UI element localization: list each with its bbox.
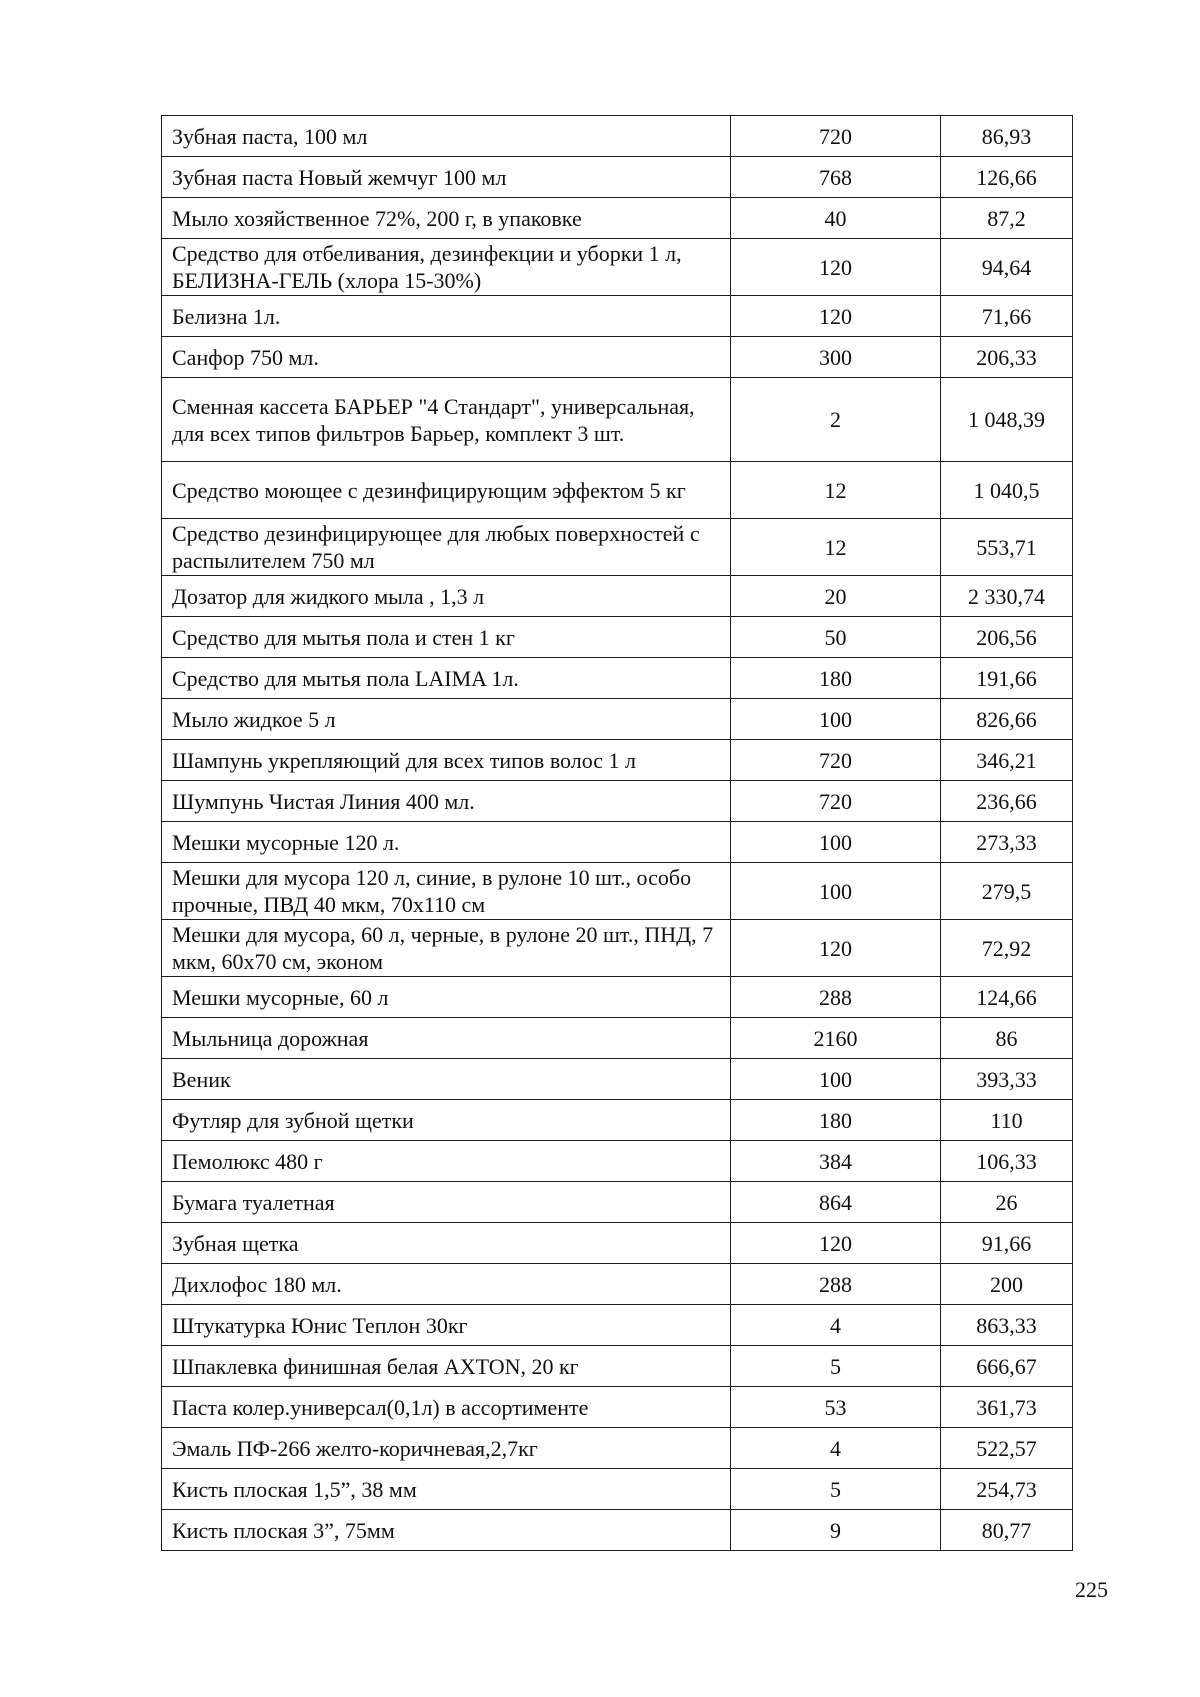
table-row [162, 1059, 1073, 1100]
item-quantity-cell: 288 [731, 1264, 941, 1305]
item-quantity-cell: 384 [731, 1141, 941, 1182]
item-name-cell: Дозатор для жидкого мыла , 1,3 л [162, 576, 731, 617]
goods-table-body [162, 116, 1073, 1551]
table-row [162, 1264, 1073, 1305]
table-row [162, 1387, 1073, 1428]
item-quantity-cell: 5 [731, 1469, 941, 1510]
item-price-cell: 72,92 [941, 920, 1073, 977]
item-price-cell: 1 048,39 [941, 378, 1073, 462]
table-row [162, 378, 1073, 462]
item-price-cell: 126,66 [941, 157, 1073, 198]
table-row [162, 576, 1073, 617]
table-row [162, 1018, 1073, 1059]
item-price-cell: 666,67 [941, 1346, 1073, 1387]
item-name-cell: Шпаклевка финишная белая AXTON, 20 кг [162, 1346, 731, 1387]
item-name-cell: Пемолюкс 480 г [162, 1141, 731, 1182]
table-row [162, 1469, 1073, 1510]
item-name-cell: Средство дезинфицирующее для любых поверхностей с распылителем 750 мл [162, 519, 731, 576]
table-row [162, 239, 1073, 296]
item-name-cell: Мыльница дорожная [162, 1018, 731, 1059]
item-price-cell: 87,2 [941, 198, 1073, 239]
item-name-cell: Шумпунь Чистая Линия 400 мл. [162, 781, 731, 822]
item-price-cell: 206,33 [941, 337, 1073, 378]
item-quantity-cell: 120 [731, 920, 941, 977]
item-quantity-cell: 720 [731, 116, 941, 157]
item-quantity-cell: 120 [731, 1223, 941, 1264]
page-number: 225 [1075, 1577, 1108, 1602]
item-quantity-cell: 12 [731, 462, 941, 519]
item-quantity-cell: 180 [731, 1100, 941, 1141]
item-quantity-cell: 20 [731, 576, 941, 617]
table-row [162, 1223, 1073, 1264]
item-quantity-cell: 50 [731, 617, 941, 658]
table-row [162, 198, 1073, 239]
item-name-cell: Мешки для мусора, 60 л, черные, в рулоне 20 шт., ПНД, 7 мкм, 60х70 см, эконом [162, 920, 731, 977]
item-price-cell: 91,66 [941, 1223, 1073, 1264]
item-name-cell: Сменная кассета БАРЬЕР "4 Стандарт", универсальная, для всех типов фильтров Барьер, комплект 3 шт. [162, 378, 731, 462]
item-price-cell: 863,33 [941, 1305, 1073, 1346]
item-quantity-cell: 9 [731, 1510, 941, 1551]
item-price-cell: 279,5 [941, 863, 1073, 920]
item-name-cell: Санфор 750 мл. [162, 337, 731, 378]
item-name-cell: Веник [162, 1059, 731, 1100]
item-price-cell: 1 040,5 [941, 462, 1073, 519]
item-quantity-cell: 100 [731, 699, 941, 740]
item-quantity-cell: 100 [731, 1059, 941, 1100]
item-price-cell: 200 [941, 1264, 1073, 1305]
item-name-cell: Зубная паста, 100 мл [162, 116, 731, 157]
item-quantity-cell: 720 [731, 740, 941, 781]
item-price-cell: 393,33 [941, 1059, 1073, 1100]
item-price-cell: 206,56 [941, 617, 1073, 658]
item-quantity-cell: 100 [731, 863, 941, 920]
item-name-cell: Бумага туалетная [162, 1182, 731, 1223]
item-price-cell: 236,66 [941, 781, 1073, 822]
item-quantity-cell: 53 [731, 1387, 941, 1428]
item-quantity-cell: 4 [731, 1305, 941, 1346]
table-row [162, 658, 1073, 699]
table-row [162, 1428, 1073, 1469]
table-row [162, 116, 1073, 157]
table-row [162, 519, 1073, 576]
item-quantity-cell: 4 [731, 1428, 941, 1469]
item-price-cell: 361,73 [941, 1387, 1073, 1428]
item-quantity-cell: 864 [731, 1182, 941, 1223]
item-price-cell: 346,21 [941, 740, 1073, 781]
item-quantity-cell: 120 [731, 239, 941, 296]
item-name-cell: Мешки мусорные 120 л. [162, 822, 731, 863]
table-row [162, 781, 1073, 822]
table-row [162, 337, 1073, 378]
item-name-cell: Зубная паста Новый жемчуг 100 мл [162, 157, 731, 198]
item-quantity-cell: 12 [731, 519, 941, 576]
table-row [162, 1141, 1073, 1182]
item-name-cell: Мыло жидкое 5 л [162, 699, 731, 740]
item-price-cell: 254,73 [941, 1469, 1073, 1510]
item-quantity-cell: 40 [731, 198, 941, 239]
item-name-cell: Средство для отбеливания, дезинфекции и уборки 1 л, БЕЛИЗНА-ГЕЛЬ (хлора 15-30%) [162, 239, 731, 296]
item-quantity-cell: 100 [731, 822, 941, 863]
item-name-cell: Кисть плоская 1,5”, 38 мм [162, 1469, 731, 1510]
item-price-cell: 191,66 [941, 658, 1073, 699]
table-row [162, 1182, 1073, 1223]
item-quantity-cell: 5 [731, 1346, 941, 1387]
item-quantity-cell: 2 [731, 378, 941, 462]
item-price-cell: 553,71 [941, 519, 1073, 576]
item-name-cell: Белизна 1л. [162, 296, 731, 337]
item-price-cell: 80,77 [941, 1510, 1073, 1551]
table-row [162, 1510, 1073, 1551]
item-name-cell: Средство для мытья пола и стен 1 кг [162, 617, 731, 658]
item-price-cell: 86,93 [941, 116, 1073, 157]
item-price-cell: 26 [941, 1182, 1073, 1223]
table-row [162, 699, 1073, 740]
table-row [162, 822, 1073, 863]
item-quantity-cell: 120 [731, 296, 941, 337]
item-name-cell: Средство моющее с дезинфицирующим эффектом 5 кг [162, 462, 731, 519]
table-row [162, 920, 1073, 977]
item-quantity-cell: 300 [731, 337, 941, 378]
item-price-cell: 273,33 [941, 822, 1073, 863]
table-row [162, 462, 1073, 519]
item-quantity-cell: 720 [731, 781, 941, 822]
goods-table [161, 115, 1073, 1551]
item-name-cell: Шампунь укрепляющий для всех типов волос 1 л [162, 740, 731, 781]
item-name-cell: Штукатурка Юнис Теплон 30кг [162, 1305, 731, 1346]
item-price-cell: 2 330,74 [941, 576, 1073, 617]
item-quantity-cell: 180 [731, 658, 941, 699]
item-name-cell: Эмаль ПФ-266 желто-коричневая,2,7кг [162, 1428, 731, 1469]
item-name-cell: Мешки мусорные, 60 л [162, 977, 731, 1018]
item-name-cell: Средство для мытья пола LAIMA 1л. [162, 658, 731, 699]
table-row [162, 863, 1073, 920]
table-row [162, 1305, 1073, 1346]
item-price-cell: 94,64 [941, 239, 1073, 296]
item-quantity-cell: 768 [731, 157, 941, 198]
item-name-cell: Мыло хозяйственное 72%, 200 г, в упаковке [162, 198, 731, 239]
table-row [162, 157, 1073, 198]
item-name-cell: Кисть плоская 3”, 75мм [162, 1510, 731, 1551]
item-price-cell: 124,66 [941, 977, 1073, 1018]
table-row [162, 1100, 1073, 1141]
table-row [162, 296, 1073, 337]
table-row [162, 617, 1073, 658]
item-name-cell: Дихлофос 180 мл. [162, 1264, 731, 1305]
item-quantity-cell: 288 [731, 977, 941, 1018]
item-price-cell: 86 [941, 1018, 1073, 1059]
item-price-cell: 71,66 [941, 296, 1073, 337]
table-row [162, 740, 1073, 781]
item-price-cell: 826,66 [941, 699, 1073, 740]
item-quantity-cell: 2160 [731, 1018, 941, 1059]
item-price-cell: 522,57 [941, 1428, 1073, 1469]
table-row [162, 977, 1073, 1018]
item-name-cell: Зубная щетка [162, 1223, 731, 1264]
item-name-cell: Футляр для зубной щетки [162, 1100, 731, 1141]
item-price-cell: 110 [941, 1100, 1073, 1141]
item-price-cell: 106,33 [941, 1141, 1073, 1182]
item-name-cell: Мешки для мусора 120 л, синие, в рулоне 10 шт., особо прочные, ПВД 40 мкм, 70х110 см [162, 863, 731, 920]
item-name-cell: Паста колер.универсал(0,1л) в ассортименте [162, 1387, 731, 1428]
table-row [162, 1346, 1073, 1387]
